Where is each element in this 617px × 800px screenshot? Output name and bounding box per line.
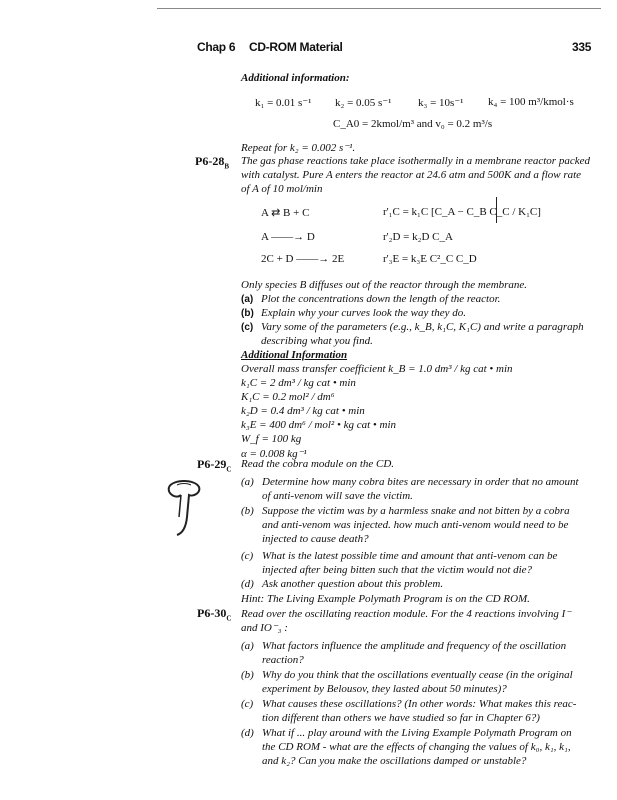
part-text: and k₂? Can you make the oscillations damped or unstable? xyxy=(262,755,527,767)
part-label: (b) xyxy=(241,669,254,681)
p28-text-line: The gas phase reactions take place isothermally in a membrane reactor packed xyxy=(241,155,590,167)
part-label: (c) xyxy=(241,550,254,562)
p30-intro: Read over the oscillating reaction module. For the 4 reactions involving I⁻ xyxy=(241,608,572,620)
part-text: injected to cause death? xyxy=(262,533,369,545)
addl-line: W_f = 100 kg xyxy=(241,433,302,445)
part-text: Suppose the victim was by a harmless snake and not bitten by a cobra xyxy=(262,505,570,517)
part-label: (d) xyxy=(241,578,254,590)
additional-info-heading: Additional information: xyxy=(241,72,350,84)
section-label: CD-ROM Material xyxy=(249,40,343,54)
rate-law-1: r'₁C = k₁C [C_A − C_B C_C / K₁C] xyxy=(383,206,541,218)
membrane-note: Only species B diffuses out of the reactor through the membrane. xyxy=(241,279,528,291)
cobra-icon xyxy=(163,477,205,542)
addl-line: Overall mass transfer coefficient k_B = 1.0 dm³ / kg cat • min xyxy=(241,363,513,375)
part-text: Why do you think that the oscillations eventually cease (in the original xyxy=(262,669,573,681)
part-text: the CD ROM - what are the effects of changing the values of k₀, k₁, k₁, xyxy=(262,741,571,753)
addl-line: k₂D = 0.4 dm³ / kg cat • min xyxy=(241,405,365,417)
part-label: (d) xyxy=(241,727,254,739)
reaction-3: 2C + D ——→ 2E xyxy=(261,253,345,265)
page-number: 335 xyxy=(572,40,592,54)
p28-text-line: with catalyst. Pure A enters the reactor at 24.6 atm and 500K and a flow rate xyxy=(241,169,582,181)
part-text: Explain why your curves look the way they do. xyxy=(261,307,466,319)
part-text: What is the latest possible time and amount that anti-venom can be xyxy=(262,550,558,562)
part-text: Ask another question about this problem. xyxy=(262,578,444,590)
addl-line: k₁C = 2 dm³ / kg cat • min xyxy=(241,377,356,389)
part-label: (c) xyxy=(241,698,254,710)
part-label: (b) xyxy=(241,308,254,319)
problem-number-28: $P6-28_B$ xyxy=(195,154,229,171)
part-label: (c) xyxy=(241,322,254,333)
part-text: experiment by Belousov, they lasted about 50 minutes)? xyxy=(262,683,507,695)
part-label: (a) xyxy=(241,294,254,305)
k1-value: k₁ = 0.01 s⁻¹ xyxy=(255,97,312,109)
part-text: tion different than others we have studied so far in Chapter 6?) xyxy=(262,712,540,724)
problem-number-29: $P6-29_C$ xyxy=(197,457,232,474)
rate-law-bracket xyxy=(378,197,497,223)
k2-value: k₂ = 0.05 s⁻¹ xyxy=(335,97,392,109)
p30-intro: and IO⁻₃ : xyxy=(241,622,288,634)
conc-line: C_A0 = 2kmol/m³ and v₀ = 0.2 m³/s xyxy=(333,118,493,130)
part-text: What causes these oscillations? (In other words: What makes this reac- xyxy=(262,698,577,710)
part-text: of anti-venom will save the victim. xyxy=(262,490,413,502)
repeat-line: Repeat for k₂ = 0.002 s⁻¹. xyxy=(241,142,356,154)
part-text: Plot the concentrations down the length of the reactor. xyxy=(261,293,501,305)
top-rule xyxy=(157,8,601,9)
k4-value: k₄ = 100 m³/kmol·s xyxy=(488,96,574,108)
part-text: and anti-venom was injected. how much anti-venom would need to be xyxy=(262,519,569,531)
addl-line: K₁C = 0.2 mol² / dm⁶ xyxy=(241,391,335,403)
k3-value: k₃ = 10s⁻¹ xyxy=(418,97,464,109)
reaction-1: A ⇄ B + C xyxy=(261,207,310,219)
part-label: (a) xyxy=(241,476,254,488)
problem-number-30: $P6-30_C$ xyxy=(197,606,232,623)
part-text: What factors influence the amplitude and frequency of the oscillation xyxy=(262,640,567,652)
addl-line: α = 0.008 kg⁻¹ xyxy=(241,448,307,460)
addl-info-heading: Additional Information xyxy=(241,349,348,361)
p29-intro: Read the cobra module on the CD. xyxy=(241,458,395,470)
part-label: (a) xyxy=(241,640,254,652)
hint-line: Hint: The Living Example Polymath Program is on the CD ROM. xyxy=(241,593,530,605)
reaction-2: A ——→ D xyxy=(261,231,315,243)
part-text: What if ... play around with the Living Example Polymath Program on xyxy=(262,727,572,739)
rate-law-3: r'₃E = k₃E C²_C C_D xyxy=(383,253,477,265)
part-text: describing what you find. xyxy=(261,335,373,347)
addl-line: k₃E = 400 dm⁶ / mol² • kg cat • min xyxy=(241,419,396,431)
part-text: injected after being bitten such that the victim would not die? xyxy=(262,564,533,576)
chapter-label: Chap 6 xyxy=(197,40,236,54)
part-text: Vary some of the parameters (e.g., k_B, k₁C, K₁C) and write a paragraph xyxy=(261,321,584,333)
part-label: (b) xyxy=(241,505,254,517)
part-text: reaction? xyxy=(262,654,304,666)
p28-text-line: of A of 10 mol/min xyxy=(241,183,323,195)
rate-law-2: r'₂D = k₂D C_A xyxy=(383,231,453,243)
part-text: Determine how many cobra bites are necessary in order that no amount xyxy=(262,476,579,488)
